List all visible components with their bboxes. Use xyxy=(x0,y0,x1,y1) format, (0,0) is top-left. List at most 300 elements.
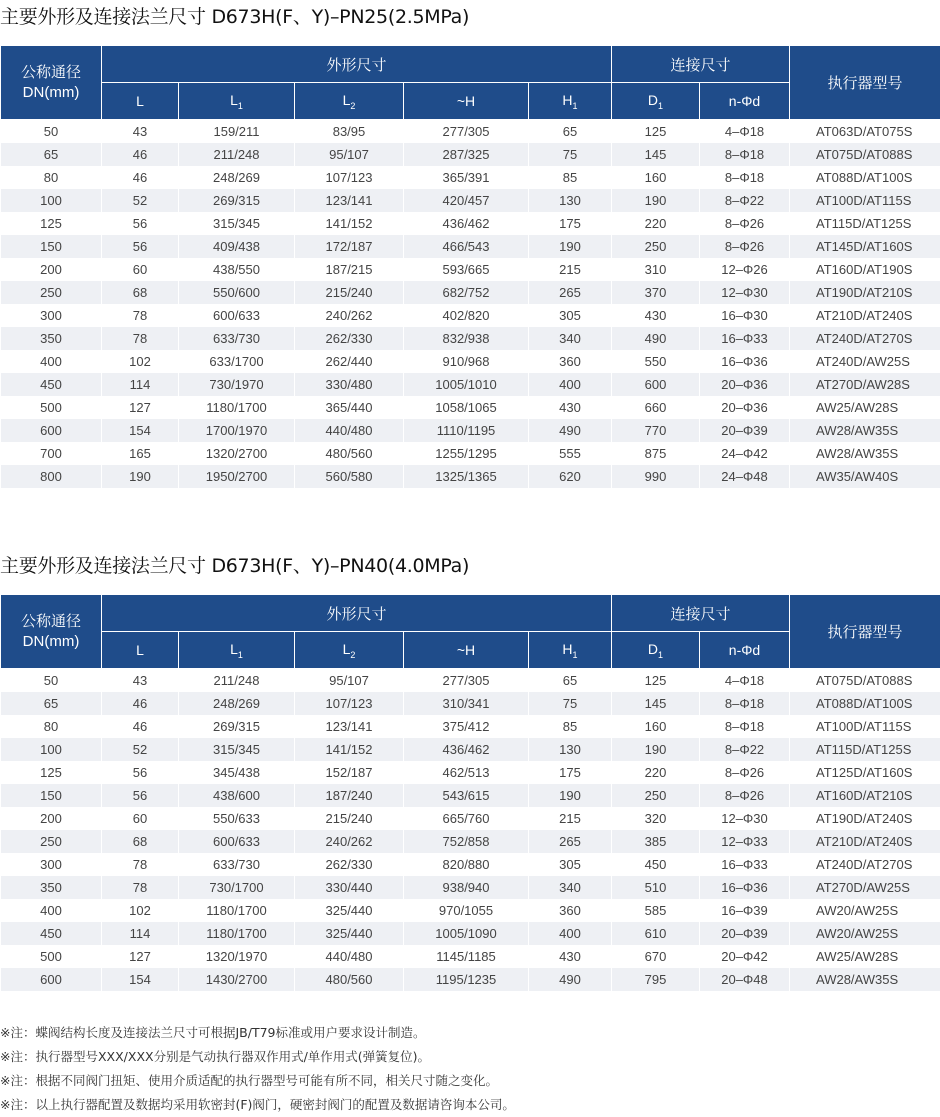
cell-model: AT125D/AT160S xyxy=(790,761,940,784)
cell-l: 52 xyxy=(102,189,179,212)
cell-nd: 16–Φ33 xyxy=(700,853,790,876)
cell-d1: 250 xyxy=(612,784,700,807)
cell-l2: 95/107 xyxy=(295,143,404,166)
cell-nd: 8–Φ22 xyxy=(700,189,790,212)
actuator-model-header: 执行器型号 xyxy=(790,46,940,120)
cell-h1: 75 xyxy=(529,143,612,166)
table-row xyxy=(1,784,940,807)
cell-nd: 12–Φ30 xyxy=(700,281,790,304)
cell-d1: 220 xyxy=(612,212,700,235)
cell-dn: 50 xyxy=(1,669,102,693)
cell-l1: 345/438 xyxy=(179,761,295,784)
cell-h1: 340 xyxy=(529,876,612,899)
outline-dimensions-header: 外形尺寸 xyxy=(102,595,612,632)
table-row xyxy=(1,189,940,212)
cell-model: AT075D/AT088S xyxy=(790,143,940,166)
cell-nd: 12–Φ33 xyxy=(700,830,790,853)
table-row xyxy=(1,442,940,465)
cell-l: 56 xyxy=(102,784,179,807)
cell-h1: 620 xyxy=(529,465,612,488)
cell-l1: 1180/1700 xyxy=(179,922,295,945)
cell-d1: 550 xyxy=(612,350,700,373)
notes-section xyxy=(0,1021,515,1117)
cell-l2: 325/440 xyxy=(295,899,404,922)
cell-nd: 16–Φ36 xyxy=(700,876,790,899)
cell-dn: 50 xyxy=(1,120,102,144)
cell-dn: 450 xyxy=(1,373,102,396)
cell-h1: 65 xyxy=(529,120,612,144)
table-row xyxy=(1,669,940,693)
cell-h: 1255/1295 xyxy=(404,442,529,465)
col-nd-header: n-Φd xyxy=(700,632,790,669)
cell-dn: 250 xyxy=(1,281,102,304)
cell-h: 970/1055 xyxy=(404,899,529,922)
cell-h: 665/760 xyxy=(404,807,529,830)
cell-l: 78 xyxy=(102,853,179,876)
cell-l1: 211/248 xyxy=(179,669,295,693)
cell-l1: 1700/1970 xyxy=(179,419,295,442)
cell-dn: 200 xyxy=(1,807,102,830)
cell-h1: 360 xyxy=(529,899,612,922)
cell-l2: 141/152 xyxy=(295,738,404,761)
table-row xyxy=(1,350,940,373)
cell-h: 1195/1235 xyxy=(404,968,529,991)
cell-h1: 360 xyxy=(529,350,612,373)
cell-l2: 95/107 xyxy=(295,669,404,693)
cell-nd: 8–Φ18 xyxy=(700,143,790,166)
cell-l1: 600/633 xyxy=(179,304,295,327)
cell-h: 462/513 xyxy=(404,761,529,784)
cell-nd: 20–Φ42 xyxy=(700,945,790,968)
cell-h1: 400 xyxy=(529,922,612,945)
connection-dimensions-header: 连接尺寸 xyxy=(612,595,790,632)
cell-h: 910/968 xyxy=(404,350,529,373)
cell-l1: 600/633 xyxy=(179,830,295,853)
cell-nd: 24–Φ48 xyxy=(700,465,790,488)
cell-l: 78 xyxy=(102,327,179,350)
cell-dn: 250 xyxy=(1,830,102,853)
cell-d1: 220 xyxy=(612,761,700,784)
cell-l1: 315/345 xyxy=(179,212,295,235)
cell-h1: 130 xyxy=(529,738,612,761)
cell-d1: 610 xyxy=(612,922,700,945)
cell-model: AW20/AW25S xyxy=(790,899,940,922)
cell-l: 60 xyxy=(102,807,179,830)
outline-dimensions-header: 外形尺寸 xyxy=(102,46,612,83)
note-soft-seal-config: ※注：以上执行器配置及数据均采用软密封(F)阀门，硬密封阀门的配置及数据请咨询本公司。 xyxy=(0,1093,515,1117)
table-row xyxy=(1,327,940,350)
cell-l1: 633/730 xyxy=(179,327,295,350)
cell-h1: 265 xyxy=(529,830,612,853)
cell-model: AT160D/AT210S xyxy=(790,784,940,807)
cell-l: 102 xyxy=(102,899,179,922)
cell-h1: 75 xyxy=(529,692,612,715)
col-l2-header: $L_2$ xyxy=(295,83,404,120)
col-h-header: ~H xyxy=(404,83,529,120)
cell-dn: 450 xyxy=(1,922,102,945)
cell-h1: 130 xyxy=(529,189,612,212)
cell-dn: 125 xyxy=(1,761,102,784)
cell-model: AT088D/AT100S xyxy=(790,692,940,715)
cell-l1: 1430/2700 xyxy=(179,968,295,991)
cell-model: AT075D/AT088S xyxy=(790,669,940,693)
table-body-pn40 xyxy=(1,669,940,992)
cell-d1: 160 xyxy=(612,166,700,189)
cell-h: 310/341 xyxy=(404,692,529,715)
cell-nd: 16–Φ30 xyxy=(700,304,790,327)
cell-l2: 262/330 xyxy=(295,853,404,876)
cell-d1: 490 xyxy=(612,327,700,350)
cell-h1: 190 xyxy=(529,235,612,258)
cell-nd: 8–Φ26 xyxy=(700,784,790,807)
cell-h: 1110/1195 xyxy=(404,419,529,442)
col-d1-header: $D_1$ xyxy=(612,632,700,669)
cell-h1: 340 xyxy=(529,327,612,350)
table-row xyxy=(1,715,940,738)
col-l2-header: $L_2$ xyxy=(295,632,404,669)
cell-l: 52 xyxy=(102,738,179,761)
cell-model: AW25/AW28S xyxy=(790,396,940,419)
cell-h: 1005/1090 xyxy=(404,922,529,945)
cell-l1: 211/248 xyxy=(179,143,295,166)
cell-dn: 600 xyxy=(1,419,102,442)
cell-h1: 490 xyxy=(529,968,612,991)
cell-d1: 190 xyxy=(612,189,700,212)
cell-l: 60 xyxy=(102,258,179,281)
cell-dn: 500 xyxy=(1,945,102,968)
dn-header-unit: DN(mm) xyxy=(23,633,80,650)
actuator-model-header: 执行器型号 xyxy=(790,595,940,669)
cell-h: 832/938 xyxy=(404,327,529,350)
col-h1-header: $H_1$ xyxy=(529,632,612,669)
cell-h1: 400 xyxy=(529,373,612,396)
cell-dn: 700 xyxy=(1,442,102,465)
cell-d1: 160 xyxy=(612,715,700,738)
cell-dn: 600 xyxy=(1,968,102,991)
cell-nd: 20–Φ36 xyxy=(700,396,790,419)
cell-l1: 1950/2700 xyxy=(179,465,295,488)
cell-nd: 24–Φ42 xyxy=(700,442,790,465)
cell-l2: 440/480 xyxy=(295,419,404,442)
cell-model: AW28/AW35S xyxy=(790,419,940,442)
cell-model: AT100D/AT115S xyxy=(790,715,940,738)
col-nd-header: n-Φd xyxy=(700,83,790,120)
cell-dn: 80 xyxy=(1,166,102,189)
cell-h: 402/820 xyxy=(404,304,529,327)
table-row xyxy=(1,281,940,304)
cell-l2: 262/330 xyxy=(295,327,404,350)
dn-header-label: 公称通径 xyxy=(21,64,81,81)
cell-dn: 400 xyxy=(1,350,102,373)
cell-l: 165 xyxy=(102,442,179,465)
cell-model: AT240D/AW25S xyxy=(790,350,940,373)
cell-model: AW28/AW35S xyxy=(790,968,940,991)
cell-h1: 430 xyxy=(529,945,612,968)
cell-dn: 400 xyxy=(1,899,102,922)
table-row xyxy=(1,396,940,419)
cell-h: 1005/1010 xyxy=(404,373,529,396)
cell-model: AT270D/AW25S xyxy=(790,876,940,899)
cell-nd: 12–Φ30 xyxy=(700,807,790,830)
dn-header-unit: DN(mm) xyxy=(23,84,80,101)
cell-h1: 265 xyxy=(529,281,612,304)
col-d1-header: $D_1$ xyxy=(612,83,700,120)
cell-l2: 330/440 xyxy=(295,876,404,899)
dn-header xyxy=(1,46,102,120)
cell-nd: 8–Φ18 xyxy=(700,715,790,738)
cell-model: AT210D/AT240S xyxy=(790,304,940,327)
cell-model: AW25/AW28S xyxy=(790,945,940,968)
table-row xyxy=(1,761,940,784)
cell-l: 56 xyxy=(102,761,179,784)
table-row xyxy=(1,304,940,327)
cell-l2: 123/141 xyxy=(295,189,404,212)
table-row xyxy=(1,419,940,442)
table-row xyxy=(1,258,940,281)
cell-nd: 20–Φ39 xyxy=(700,922,790,945)
table-body-pn25 xyxy=(1,120,940,489)
cell-h1: 190 xyxy=(529,784,612,807)
cell-d1: 430 xyxy=(612,304,700,327)
cell-l: 78 xyxy=(102,304,179,327)
cell-dn: 500 xyxy=(1,396,102,419)
dimension-table-pn40 xyxy=(0,594,940,991)
cell-model: AT100D/AT115S xyxy=(790,189,940,212)
cell-d1: 145 xyxy=(612,692,700,715)
cell-dn: 100 xyxy=(1,738,102,761)
cell-nd: 20–Φ36 xyxy=(700,373,790,396)
cell-l1: 1320/2700 xyxy=(179,442,295,465)
col-l-header: L xyxy=(102,632,179,669)
table-row xyxy=(1,120,940,144)
cell-l2: 215/240 xyxy=(295,281,404,304)
table-row xyxy=(1,830,940,853)
cell-h1: 175 xyxy=(529,761,612,784)
cell-model: AT088D/AT100S xyxy=(790,166,940,189)
cell-l: 46 xyxy=(102,715,179,738)
cell-d1: 660 xyxy=(612,396,700,419)
cell-h1: 215 xyxy=(529,807,612,830)
cell-l: 56 xyxy=(102,235,179,258)
cell-h: 365/391 xyxy=(404,166,529,189)
cell-l2: 480/560 xyxy=(295,968,404,991)
cell-l1: 1180/1700 xyxy=(179,899,295,922)
cell-d1: 145 xyxy=(612,143,700,166)
cell-dn: 300 xyxy=(1,853,102,876)
cell-l: 127 xyxy=(102,945,179,968)
col-l1-header: $L_1$ xyxy=(179,632,295,669)
cell-l: 78 xyxy=(102,876,179,899)
cell-h: 466/543 xyxy=(404,235,529,258)
cell-h: 287/325 xyxy=(404,143,529,166)
cell-l1: 269/315 xyxy=(179,189,295,212)
cell-h1: 85 xyxy=(529,715,612,738)
cell-l1: 633/1700 xyxy=(179,350,295,373)
cell-d1: 125 xyxy=(612,120,700,144)
cell-h1: 305 xyxy=(529,853,612,876)
col-h1-header: $H_1$ xyxy=(529,83,612,120)
cell-d1: 670 xyxy=(612,945,700,968)
cell-h1: 85 xyxy=(529,166,612,189)
cell-dn: 200 xyxy=(1,258,102,281)
cell-l1: 248/269 xyxy=(179,692,295,715)
cell-model: AT160D/AT190S xyxy=(790,258,940,281)
cell-dn: 65 xyxy=(1,692,102,715)
cell-l: 46 xyxy=(102,143,179,166)
cell-d1: 585 xyxy=(612,899,700,922)
cell-d1: 510 xyxy=(612,876,700,899)
table-row xyxy=(1,235,940,258)
cell-nd: 8–Φ18 xyxy=(700,692,790,715)
cell-nd: 20–Φ48 xyxy=(700,968,790,991)
cell-d1: 450 xyxy=(612,853,700,876)
cell-h: 436/462 xyxy=(404,738,529,761)
cell-d1: 320 xyxy=(612,807,700,830)
cell-h: 543/615 xyxy=(404,784,529,807)
cell-h1: 215 xyxy=(529,258,612,281)
cell-h: 820/880 xyxy=(404,853,529,876)
cell-h: 420/457 xyxy=(404,189,529,212)
cell-h1: 555 xyxy=(529,442,612,465)
cell-h1: 305 xyxy=(529,304,612,327)
cell-l1: 438/550 xyxy=(179,258,295,281)
cell-model: AT115D/AT125S xyxy=(790,212,940,235)
table-row xyxy=(1,212,940,235)
cell-l1: 269/315 xyxy=(179,715,295,738)
cell-d1: 795 xyxy=(612,968,700,991)
cell-l: 46 xyxy=(102,166,179,189)
cell-dn: 65 xyxy=(1,143,102,166)
cell-h: 682/752 xyxy=(404,281,529,304)
cell-d1: 125 xyxy=(612,669,700,693)
table-row xyxy=(1,166,940,189)
cell-dn: 150 xyxy=(1,235,102,258)
dn-header xyxy=(1,595,102,669)
cell-nd: 8–Φ26 xyxy=(700,761,790,784)
cell-l1: 159/211 xyxy=(179,120,295,144)
cell-nd: 16–Φ39 xyxy=(700,899,790,922)
cell-l2: 262/440 xyxy=(295,350,404,373)
cell-model: AT270D/AW28S xyxy=(790,373,940,396)
table-row xyxy=(1,922,940,945)
cell-h: 436/462 xyxy=(404,212,529,235)
cell-model: AT210D/AT240S xyxy=(790,830,940,853)
cell-l2: 330/480 xyxy=(295,373,404,396)
connection-dimensions-header: 连接尺寸 xyxy=(612,46,790,83)
cell-l1: 409/438 xyxy=(179,235,295,258)
cell-h1: 430 xyxy=(529,396,612,419)
table-row xyxy=(1,465,940,488)
cell-l: 114 xyxy=(102,373,179,396)
cell-nd: 4–Φ18 xyxy=(700,669,790,693)
cell-l2: 440/480 xyxy=(295,945,404,968)
note-actuator-model: ※注：执行器型号XXX/XXX分别是气动执行器双作用式/单作用式(弹簧复位)。 xyxy=(0,1045,515,1069)
cell-l2: 325/440 xyxy=(295,922,404,945)
cell-l2: 560/580 xyxy=(295,465,404,488)
cell-h: 593/665 xyxy=(404,258,529,281)
cell-l: 43 xyxy=(102,669,179,693)
cell-l2: 123/141 xyxy=(295,715,404,738)
cell-h: 938/940 xyxy=(404,876,529,899)
cell-nd: 8–Φ18 xyxy=(700,166,790,189)
col-h-header: ~H xyxy=(404,632,529,669)
cell-h: 375/412 xyxy=(404,715,529,738)
cell-d1: 990 xyxy=(612,465,700,488)
cell-l1: 438/600 xyxy=(179,784,295,807)
cell-dn: 350 xyxy=(1,327,102,350)
cell-h: 1325/1365 xyxy=(404,465,529,488)
cell-l1: 248/269 xyxy=(179,166,295,189)
table-row xyxy=(1,738,940,761)
cell-dn: 100 xyxy=(1,189,102,212)
cell-d1: 600 xyxy=(612,373,700,396)
table-row xyxy=(1,968,940,991)
cell-l2: 107/123 xyxy=(295,166,404,189)
cell-nd: 8–Φ26 xyxy=(700,212,790,235)
table-row xyxy=(1,143,940,166)
cell-l2: 240/262 xyxy=(295,830,404,853)
cell-model: AW28/AW35S xyxy=(790,442,940,465)
cell-dn: 125 xyxy=(1,212,102,235)
cell-l1: 1180/1700 xyxy=(179,396,295,419)
cell-l: 46 xyxy=(102,692,179,715)
cell-dn: 150 xyxy=(1,784,102,807)
cell-l2: 172/187 xyxy=(295,235,404,258)
cell-l1: 550/600 xyxy=(179,281,295,304)
table-row xyxy=(1,876,940,899)
cell-l1: 633/730 xyxy=(179,853,295,876)
cell-model: AT190D/AT210S xyxy=(790,281,940,304)
cell-l1: 730/1700 xyxy=(179,876,295,899)
cell-h1: 490 xyxy=(529,419,612,442)
table-row xyxy=(1,807,940,830)
cell-l2: 187/215 xyxy=(295,258,404,281)
cell-l2: 141/152 xyxy=(295,212,404,235)
note-torque-variation: ※注：根据不同阀门扭矩、使用介质适配的执行器型号可能有所不同，相关尺寸随之变化。 xyxy=(0,1069,515,1093)
cell-d1: 385 xyxy=(612,830,700,853)
cell-l: 43 xyxy=(102,120,179,144)
cell-dn: 800 xyxy=(1,465,102,488)
cell-model: AT240D/AT270S xyxy=(790,327,940,350)
cell-nd: 8–Φ26 xyxy=(700,235,790,258)
cell-l2: 83/95 xyxy=(295,120,404,144)
cell-h: 752/858 xyxy=(404,830,529,853)
cell-l: 154 xyxy=(102,419,179,442)
cell-d1: 875 xyxy=(612,442,700,465)
cell-l: 127 xyxy=(102,396,179,419)
cell-l: 190 xyxy=(102,465,179,488)
cell-d1: 250 xyxy=(612,235,700,258)
cell-h: 277/305 xyxy=(404,120,529,144)
table-row xyxy=(1,853,940,876)
cell-l2: 187/240 xyxy=(295,784,404,807)
cell-l2: 152/187 xyxy=(295,761,404,784)
cell-model: AT190D/AT240S xyxy=(790,807,940,830)
cell-h: 1058/1065 xyxy=(404,396,529,419)
cell-l2: 480/560 xyxy=(295,442,404,465)
cell-l: 102 xyxy=(102,350,179,373)
table-row xyxy=(1,692,940,715)
table-row xyxy=(1,945,940,968)
cell-model: AT145D/AT160S xyxy=(790,235,940,258)
cell-l: 114 xyxy=(102,922,179,945)
cell-model: AT240D/AT270S xyxy=(790,853,940,876)
cell-nd: 16–Φ36 xyxy=(700,350,790,373)
cell-h1: 65 xyxy=(529,669,612,693)
section-title-pn40: 主要外形及连接法兰尺寸 D673H(F、Y)–PN40(4.0MPa) xyxy=(0,551,469,578)
cell-l: 68 xyxy=(102,281,179,304)
cell-l: 68 xyxy=(102,830,179,853)
